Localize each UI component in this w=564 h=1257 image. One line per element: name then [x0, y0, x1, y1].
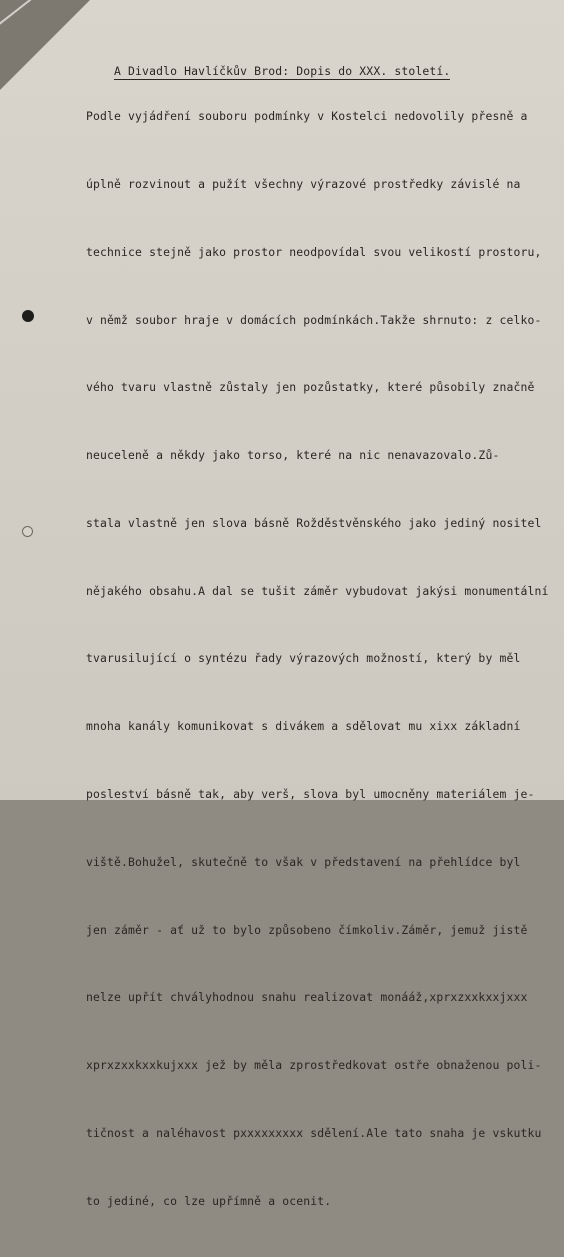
- document-title: A Divadlo Havlíčkův Brod: Dopis do XXX. století.: [114, 63, 451, 78]
- text-line-10: mnoha kanály komunikovat s divákem a sdělovat mu xixx základní: [86, 719, 521, 734]
- text-line-15: xprxzxxkxxkujxxx jež by měla zprostředkovat ostře obnaženou poli-: [86, 1058, 542, 1073]
- text-line-3: technice stejně jako prostor neodpovídal svou velikostí prostoru,: [86, 244, 542, 259]
- text-line-2: úplně rozvinout a pužít všechny výrazové prostředky závislé na: [86, 176, 521, 191]
- text-line-17: to jediné, co lze upřímně a ocenit.: [86, 1193, 332, 1208]
- text-line-7: stala vlastně jen slova básně Rožděstvěnského jako jediný nositel: [86, 515, 542, 530]
- text-line-14: nelze upřít chvályhodnou snahu realizovat monááž,xprxzxxkxxjxxx: [86, 990, 528, 1005]
- text-line-11: posleství básně tak, aby verš, slova byl umocněny materiálem je-: [86, 787, 535, 801]
- text-line-13: jen záměr - ať už to bylo způsobeno čímkoliv.Záměr, jemuž jistě: [86, 922, 528, 937]
- text-line-16: tičnost a naléhavost pxxxxxxxxx sdělení.Ale tato snaha je vskutku: [86, 1125, 542, 1140]
- punch-hole-top: [22, 310, 34, 322]
- text-line-6: neuceleně a někdy jako torso, které na nic nenavazovalo.Zů-: [86, 448, 500, 463]
- text-line-9: tvarusilující o syntézu řady výrazových možností, který by měl: [86, 651, 521, 666]
- text-line-12: viště.Bohužel, skutečně to však v představení na přehlídce byl: [86, 854, 521, 869]
- text-line-5: vého tvaru vlastně zůstaly jen pozůstatky, které působily značně: [86, 380, 535, 395]
- text-line-4: v němž soubor hraje v domácích podmínkách.Takže shrnuto: z celko-: [86, 312, 542, 327]
- text-line-1: Podle vyjádření souboru podmínky v Kostelci nedovolily přesně a: [86, 109, 528, 124]
- text-line-8: nějakého obsahu.A dal se tušit záměr vybudovat jakýsi monumentální: [86, 583, 549, 598]
- punch-hole-bottom: [22, 526, 33, 537]
- typewritten-text: [86, 37, 549, 1257]
